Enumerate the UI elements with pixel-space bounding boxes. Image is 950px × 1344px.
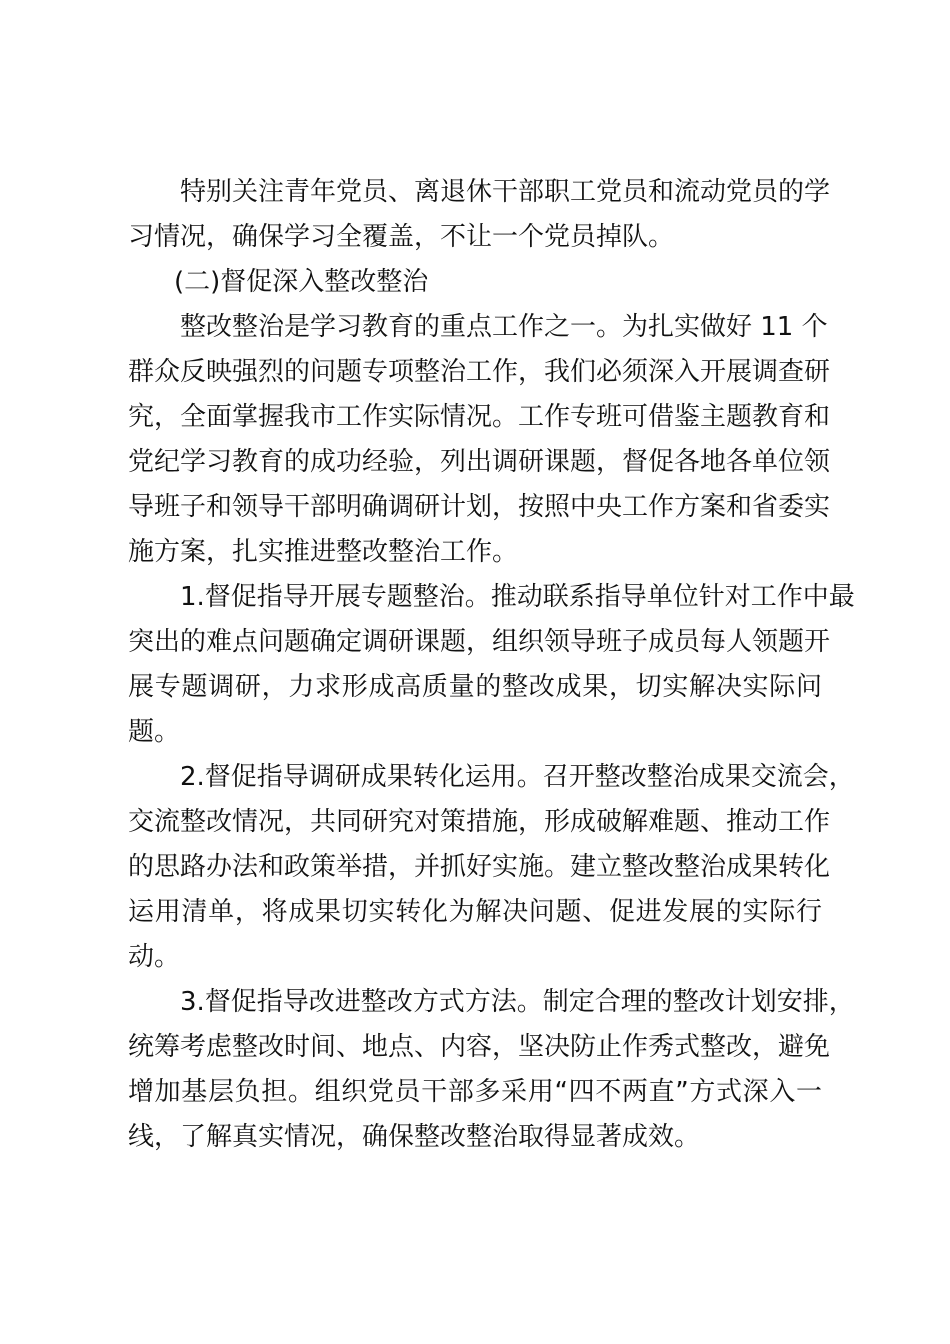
text-line: 习情况，确保学习全覆盖，不让一个党员掉队。 [128, 222, 675, 252]
section-heading [128, 260, 822, 305]
document-body [128, 170, 855, 1160]
paragraph-3 [128, 575, 855, 755]
text-line: 整改整治是学习教育的重点工作之一。为扎实做好 11 个 [180, 312, 828, 342]
paragraph-4 [128, 755, 855, 980]
text-line: 的思路办法和政策举措，并抓好实施。建立整改整治成果转化 [128, 852, 831, 882]
text-line: 动。 [128, 942, 181, 972]
text-line: 统筹考虑整改时间、地点、内容，坚决防止作秀式整改，避免 [128, 1032, 831, 1062]
text-line: 3.督促指导改进整改方式方法。制定合理的整改计划安排， [180, 987, 855, 1017]
text-line: 线，了解真实情况，确保整改整治取得显著成效。 [128, 1122, 701, 1152]
text-line: 交流整改情况，共同研究对策措施，形成破解难题、推动工作 [128, 807, 831, 837]
text-line: 增加基层负担。组织党员干部多采用“四不两直”方式深入一 [128, 1077, 822, 1107]
paragraph-1 [128, 170, 831, 260]
text-line: 运用清单，将成果切实转化为解决问题、促进发展的实际行 [128, 897, 822, 927]
text-line: 群众反映强烈的问题专项整治工作，我们必须深入开展调查研 [128, 357, 831, 387]
text-line: 2.督促指导调研成果转化运用。召开整改整治成果交流会， [180, 762, 855, 792]
text-line: 1.督促指导开展专题整治。推动联系指导单位针对工作中最 [180, 582, 855, 612]
text-line: 党纪学习教育的成功经验，列出调研课题，督促各地各单位领 [128, 447, 831, 477]
text-line: 题。 [128, 717, 181, 747]
paragraph-5 [128, 980, 855, 1160]
text-line: 施方案，扎实推进整改整治工作。 [128, 537, 519, 567]
text-line: 突出的难点问题确定调研课题，组织领导班子成员每人领题开 [128, 627, 831, 657]
section-heading-text: (二)督促深入整改整治 [174, 267, 429, 297]
text-line: 特别关注青年党员、离退休干部职工党员和流动党员的学 [180, 177, 831, 207]
text-line: 展专题调研，力求形成高质量的整改成果，切实解决实际问 [128, 672, 822, 702]
text-line: 导班子和领导干部明确调研计划，按照中央工作方案和省委实 [128, 492, 831, 522]
text-line: 究，全面掌握我市工作实际情况。工作专班可借鉴主题教育和 [128, 402, 831, 432]
paragraph-2 [128, 305, 831, 575]
